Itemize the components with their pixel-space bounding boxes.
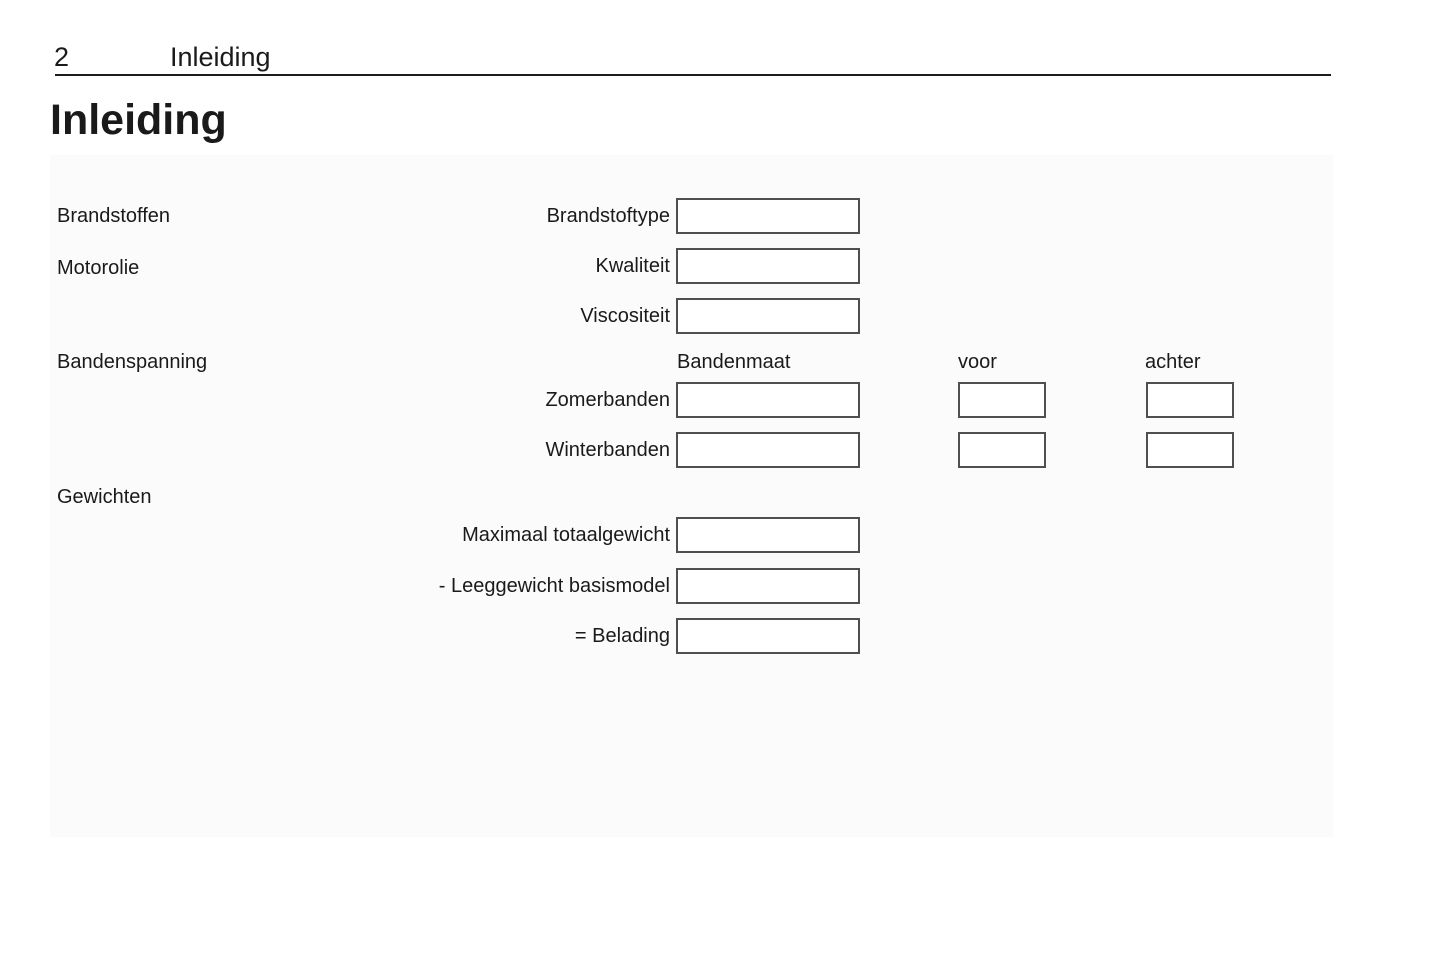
column-header-voor: voor (958, 351, 997, 373)
column-header-bandenmaat: Bandenmaat (677, 351, 791, 373)
leeggewicht-basismodel-input[interactable] (676, 568, 860, 604)
service-data-form-panel (50, 155, 1333, 837)
zomerbanden-bandenmaat-input[interactable] (676, 382, 860, 418)
field-label-maximaal-totaalgewicht: Maximaal totaalgewicht (462, 524, 670, 546)
field-label-winterbanden: Winterbanden (545, 439, 670, 461)
winterbanden-bandenmaat-input[interactable] (676, 432, 860, 468)
section-label-gewichten: Gewichten (57, 486, 152, 508)
page-title: Inleiding (50, 96, 227, 144)
brandstoftype-input[interactable] (676, 198, 860, 234)
header-rule (55, 74, 1331, 76)
zomerbanden-achter-input[interactable] (1146, 382, 1234, 418)
maximaal-totaalgewicht-input[interactable] (676, 517, 860, 553)
belading-input[interactable] (676, 618, 860, 654)
field-label-leeggewicht-basismodel: - Leeggewicht basismodel (438, 575, 670, 597)
column-header-achter: achter (1145, 351, 1201, 373)
page-number: 2 (54, 42, 70, 72)
section-label-bandenspanning: Bandenspanning (57, 351, 208, 373)
field-label-zomerbanden: Zomerbanden (545, 389, 670, 411)
field-label-kwaliteit: Kwaliteit (595, 255, 670, 277)
field-label-belading: = Belading (574, 625, 670, 647)
section-label-brandstoffen: Brandstoffen (57, 205, 171, 227)
field-label-brandstoftype: Brandstoftype (546, 205, 670, 227)
field-label-viscositeit: Viscositeit (580, 305, 670, 327)
section-label-motorolie: Motorolie (57, 257, 140, 279)
kwaliteit-input[interactable] (676, 248, 860, 284)
chapter-name: Inleiding (170, 42, 271, 72)
zomerbanden-voor-input[interactable] (958, 382, 1046, 418)
winterbanden-voor-input[interactable] (958, 432, 1046, 468)
winterbanden-achter-input[interactable] (1146, 432, 1234, 468)
viscositeit-input[interactable] (676, 298, 860, 334)
